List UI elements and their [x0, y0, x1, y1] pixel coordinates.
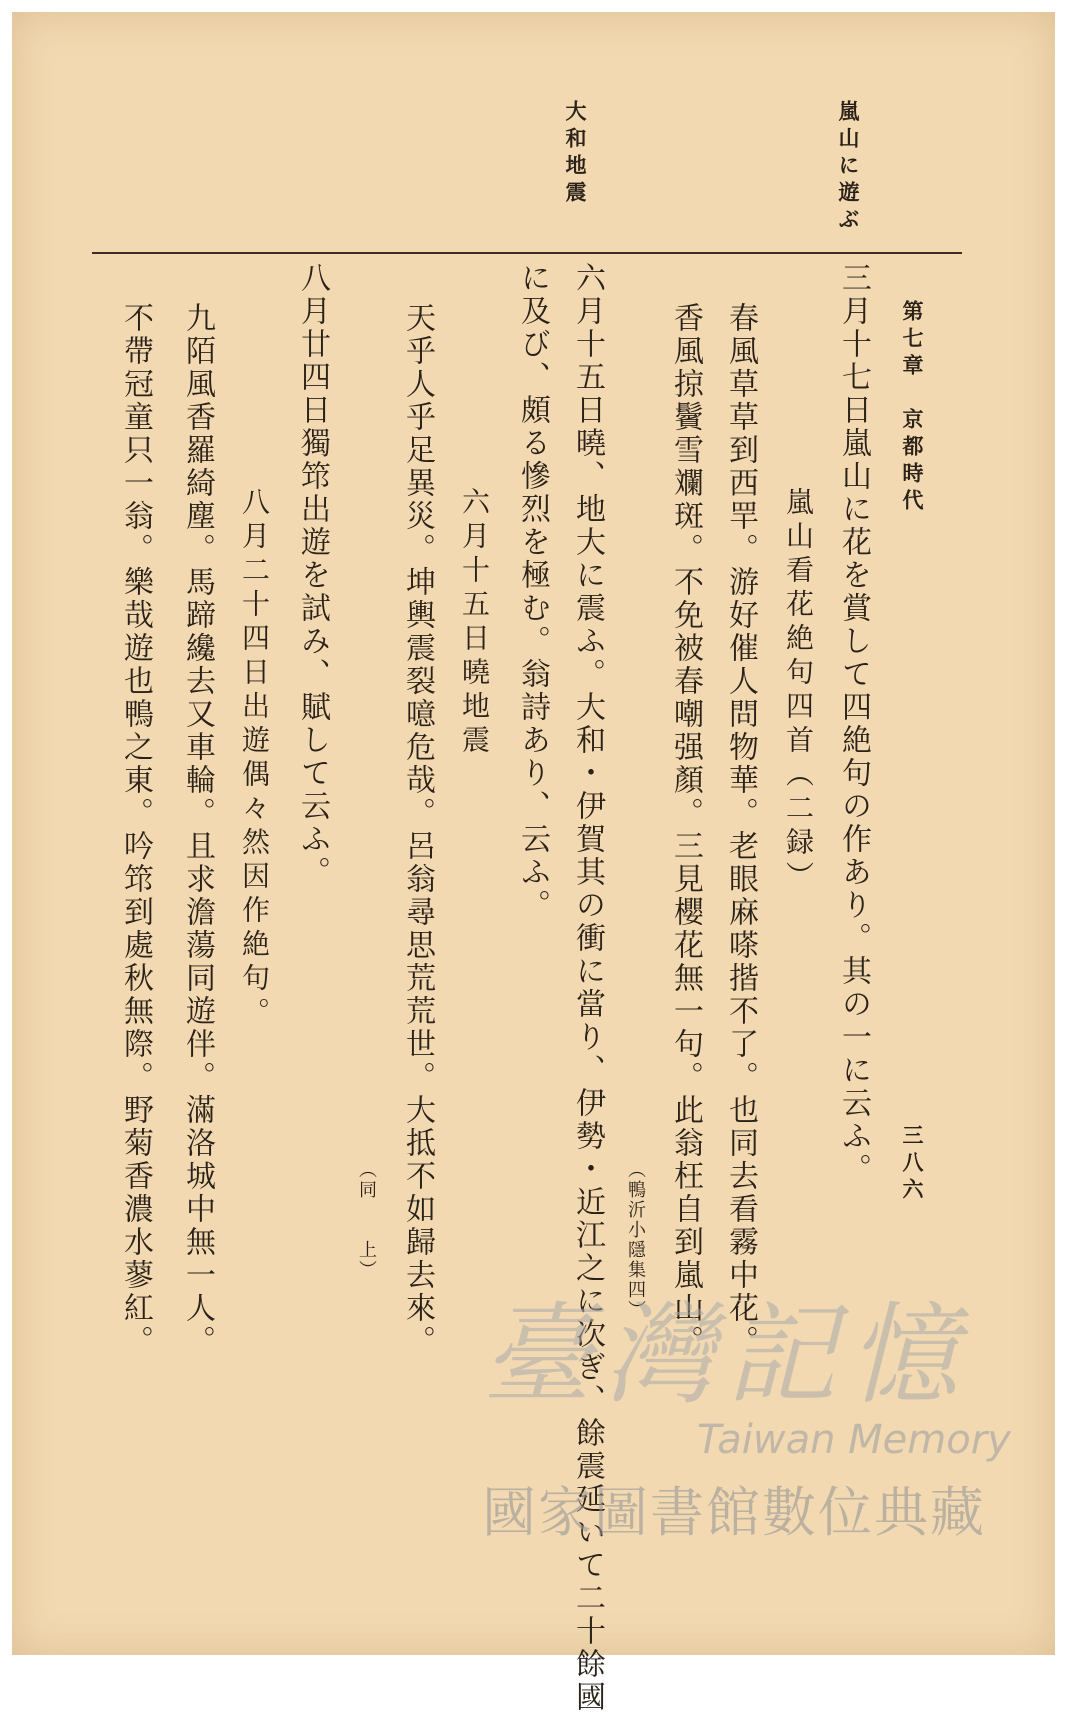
- paragraph-column: 六月十五日曉、地大に震ふ。大和・伊賀其の衝に當り、伊勢・近江之に次ぎ、餘震延いて二十餘國: [570, 262, 605, 1714]
- poem-title: 六月十五日曉地震: [458, 487, 491, 759]
- paragraph-column: 三月十七日嵐山に花を賞して四絶句の作あり。其の一に云ふ。: [836, 262, 871, 1186]
- watermark-subtitle: 國家圖書館數位典藏: [482, 1481, 986, 1544]
- poem-line: 天乎人乎足異災。坤輿震裂噫危哉。呂翁尋思荒荒世。大抵不如歸去來。: [400, 302, 435, 1358]
- book-page: [12, 12, 1055, 1714]
- source-citation: （鴨沂小隱集四）: [625, 1160, 646, 1320]
- poem-line: 九陌風香羅綺塵。馬蹄纔去又車輪。且求澹蕩同遊伴。滿洛城中無一人。: [180, 302, 215, 1358]
- chapter-heading: 第七章 京都時代: [900, 300, 925, 516]
- poem-line: 香風掠鬢雪斕斑。不免被春嘲强顏。三見櫻花無一句。此翁枉自到嵐山。: [668, 302, 703, 1358]
- poem-title: 嵐山看花絶句四首（二録）: [782, 487, 815, 895]
- poem-title: 八月二十四日出遊偶々然因作絶句。: [238, 487, 271, 1031]
- watermark-latin: Taiwan Memory: [697, 1417, 1011, 1463]
- watermark-logo: 臺灣記憶: [482, 1291, 970, 1419]
- paragraph-column: に及び、頗る慘烈を極む。翁詩あり、云ふ。: [515, 262, 550, 922]
- running-head-right: 嵐山に遊ぶ: [836, 100, 861, 235]
- paragraph-column: 八月廿四日獨筇出遊を試み、賦して云ふ。: [295, 262, 330, 889]
- source-citation: （同 上）: [356, 1160, 377, 1280]
- poem-line: 春風草草到西䍐。游好催人問物華。老眼麻嗏揩不了。也同去看霧中花。: [723, 302, 758, 1358]
- page-number: 三八六: [900, 1124, 925, 1205]
- header-rule: [92, 252, 962, 254]
- poem-line: 不帶冠童只一翁。樂哉遊也鴨之東。吟筇到處秋無際。野菊香濃水蓼紅。: [118, 302, 153, 1358]
- running-head-left: 大和地震: [563, 100, 588, 208]
